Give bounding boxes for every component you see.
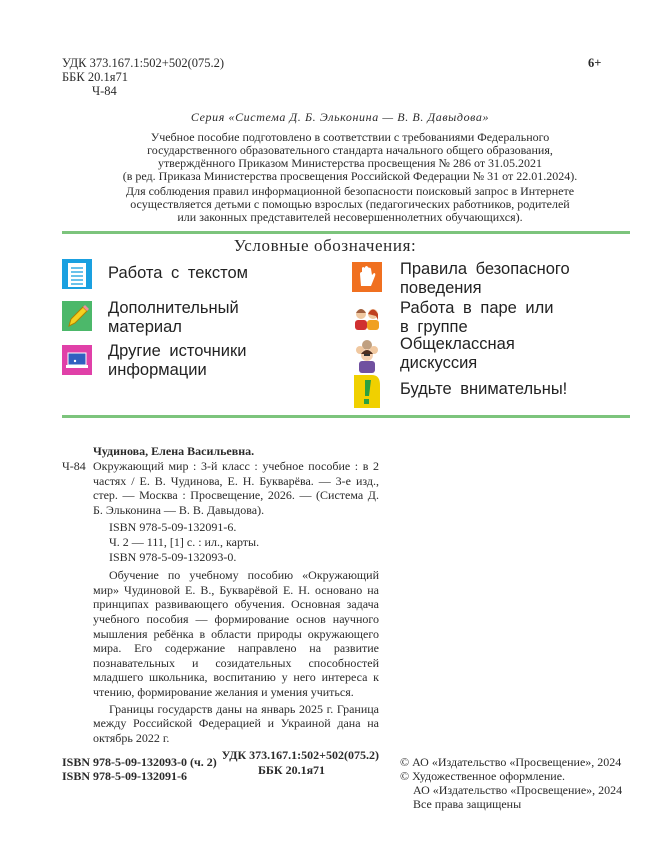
udk: УДК 373.167.1:502+502(075.2) [221,748,379,763]
bibliographic-record [93,459,379,777]
legend-label: поведения [400,279,482,297]
group-discussion-icon [352,338,382,374]
laptop-icon [62,345,92,375]
legend-item-attention [400,380,567,399]
legend-label: Правила безопасного [400,260,570,278]
isbn-total: ISBN 978-5-09-132091-6 [62,769,187,783]
legend-label: Дополнительный [108,299,239,317]
legend-item-other-sources [108,342,246,380]
text-line: или законных представителей несовершеннолетних обучающихся). [177,210,523,224]
text-line: утверждённого Приказом Министерства просвещения № 286 от 31.05.2021 [157,156,543,170]
divider-bottom [62,415,630,418]
legend-item-extra-material [108,299,239,337]
bbk: ББК 20.1я71 [258,762,326,777]
legend-label: информации [108,361,207,379]
description: Окружающий мир : 3-й класс : учебное пособие : в 2 частях / Е. В. Чудинова, Е. Н. Букварёва. — 3-е изд., стер. — Москва : Просвещение, 2026. — (Система Д. Б. Эльконина — В. В. Давыдова). [93,459,379,517]
safety-notice [20,185,650,224]
legend-label: Другие источники [108,342,247,360]
author-name: Чудинова, Елена Васильевна. [93,444,255,458]
borders-note: Границы государств даны на январь 2025 г. Граница между Российской Федерацией и Украиной дана на октябрь 2022 г. [93,701,379,745]
copyright-line: © АО «Издательство «Просвещение», 2024 [400,755,622,769]
copyright-line: Все права защищены [413,797,522,811]
legend-item-text-work [108,264,248,283]
legend-label: дискуссия [400,354,478,372]
text-line: Для соблюдения правил информационной безопасности поисковый запрос в Интернете [125,184,575,198]
legend-item-pair-work [400,299,554,337]
author-code: Ч-84 [62,459,86,473]
series-title: Серия «Система Д. Б. Эльконина — В. В. Давыдова» [190,110,490,124]
isbn-part: ISBN 978-5-09-132093-0 (ч. 2) [62,755,217,769]
bbk: ББК 20.1я71 [62,70,128,84]
divider-top [62,231,630,234]
annotation: Обучение по учебному пособию «Окружающий мир» Чудиновой Е. В., Букварёвой Е. Н. основано на принципах развивающего обучения. Основная задача учебного пособия — формирование основ научного мышления ребёнка в области природы окружающего мира. Его содержание направлено на развитие познавательных и созидательных способностей младшего школьника, воспитанию у него интереса к чтению, формирование желания и умения учиться. [93,568,379,699]
legend-label: в группе [400,318,468,336]
legend-label: Будьте внимательны! [400,380,568,398]
age-rating: 6+ [588,56,602,70]
legend-label: Работа в паре или [400,299,554,317]
text-line: Учебное пособие подготовлено в соответствии с требованиями Федерального [150,130,550,144]
isbn-line: Ч. 2 — 111, [1] с. : ил., карты. [109,534,260,549]
copyright-line: © Художественное оформление. [400,769,566,783]
document-icon [62,259,92,289]
copyright [400,755,622,811]
text-line: осуществляется детьми с помощью взрослых (педагогических работников, родителей [130,197,570,211]
pair-icon [352,302,382,332]
isbn-line: ISBN 978-5-09-132091-6. [109,520,237,535]
exclamation-icon [354,375,380,408]
legend-label: материал [108,318,182,336]
footer-isbn [62,755,217,783]
catalog-header [62,56,224,98]
legend-item-safety-rules [400,260,570,298]
text-line: (в ред. Приказа Министерства просвещения Российской Федерации № 31 от 22.01.2024). [122,169,578,183]
stop-hand-icon [352,262,382,292]
standard-notice [20,131,650,183]
author-code: Ч-84 [92,84,117,98]
udk: УДК 373.167.1:502+502(075.2) [62,56,225,70]
copyright-line: АО «Издательство «Просвещение», 2024 [413,783,623,797]
pencil-icon [62,301,92,331]
legend-label: Общеклассная [400,335,515,353]
text-line: государственного образовательного стандарта начального общего образования, [147,143,553,157]
legend-title: Условные обозначения: [233,236,417,255]
legend-item-class-discussion [400,335,515,373]
legend-label: Работа с текстом [108,264,248,282]
isbn-line: ISBN 978-5-09-132093-0. [109,549,237,564]
